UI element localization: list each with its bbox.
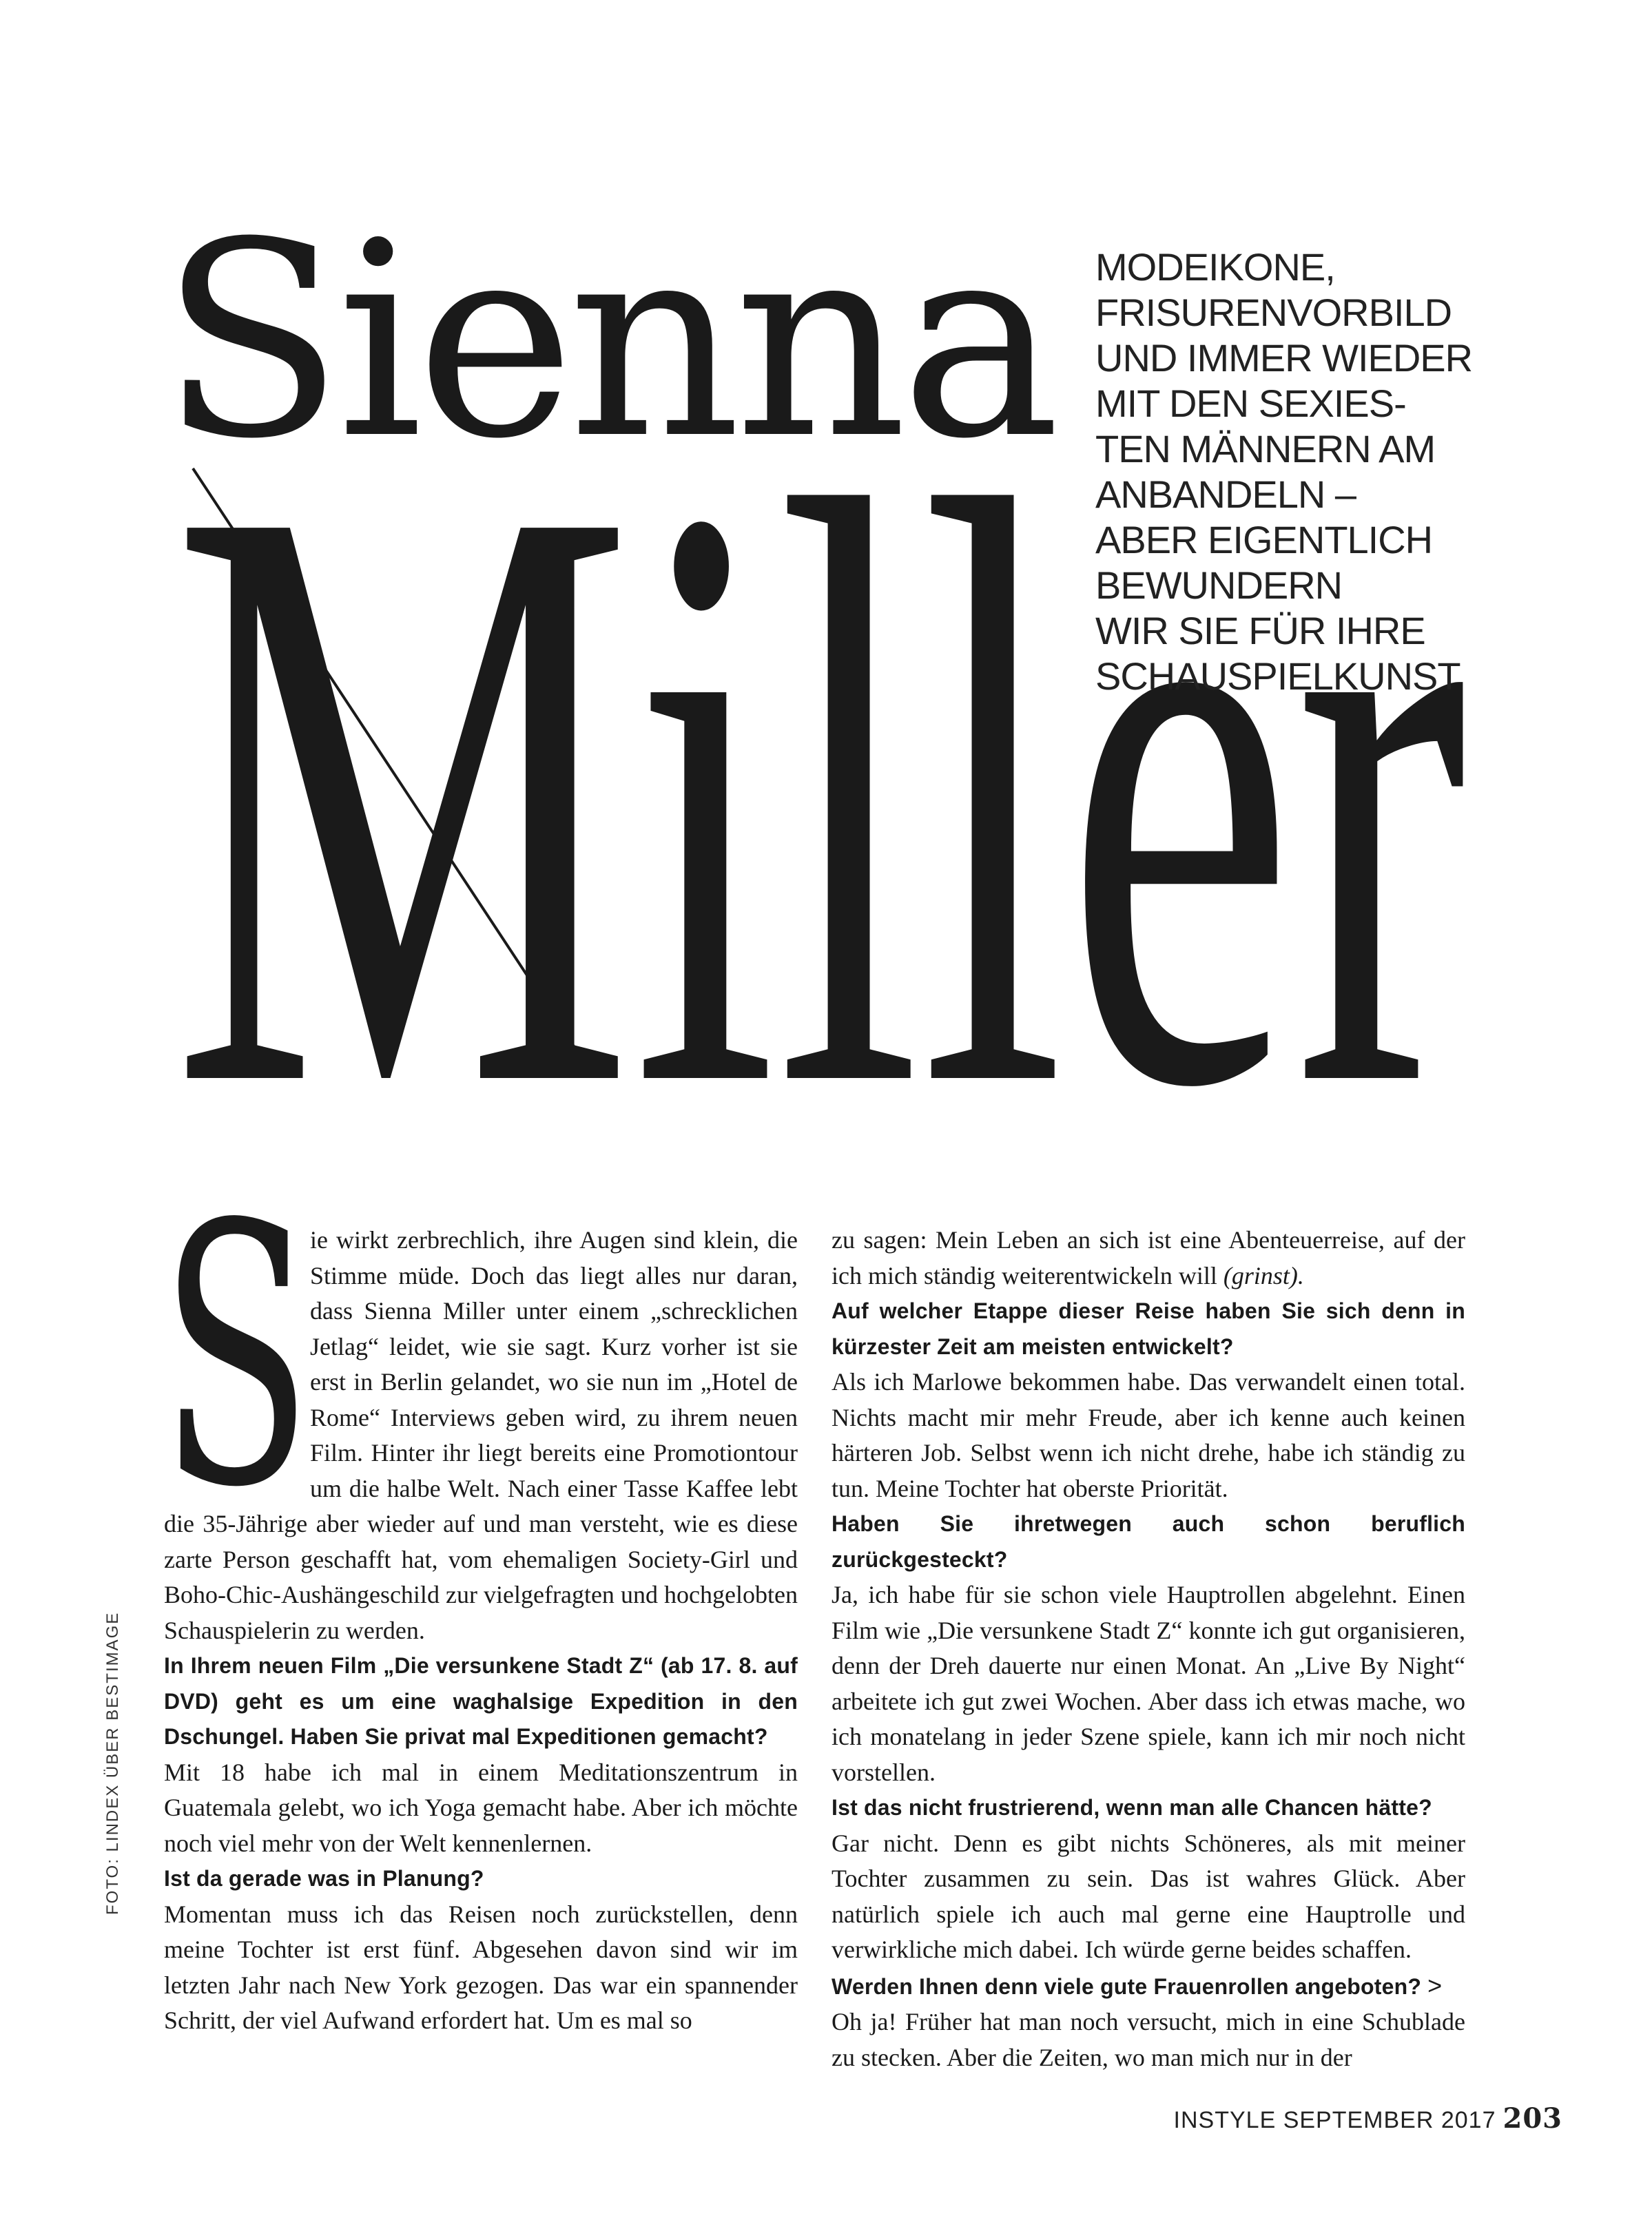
headline-first-name: Sienna	[160, 185, 1054, 497]
intro-paragraph: ie wirkt zerbrechlich, ihre Augen sind klein, die Stimme müde. Doch das liegt alles nur daran, dass Sienna Miller unter einem „schrecklichen Jetlag“ leidet, wie sie sagt. Kurz vorher ist sie erst in Berlin gelandet, wo sie nun im „Hotel de Rome“ Interviews geben wird, zu ihrem neuen Film. Hinter ihr liegt bereits eine Promotiontour um die halbe Welt. Nach einer Tasse Kaffee lebt die 35-Jährige aber wieder auf und man versteht, wie es diese zarte Person geschafft hat, vom ehemaligen Society-Girl und Boho-Chic-Aushängeschild zur vielgefragten und hochgelobten Schauspielerin zu werden.	[164, 1226, 798, 1644]
answer: Gar nicht. Denn es gibt nichts Schöneres, als mit meiner Tochter zusammen zu sein. Das ist wahres Glück. Aber natürlich spiele ich auch mal gerne eine Hauptrolle und verwirkliche mich dabei. Ich würde gerne beides schaffen.	[832, 1829, 1465, 1963]
page-footer	[1174, 2102, 1562, 2135]
deck-line: WIR SIE FÜR IHRE	[1095, 609, 1425, 652]
deck-line: FRISURENVORBILD	[1095, 291, 1452, 334]
question: In Ihrem neuen Film „Die versunkene Stadt Z“ (ab 17. 8. auf DVD) geht es um eine waghalsige Expedition in den Dschungel. Haben Sie privat mal Expeditionen gemacht?	[164, 1653, 798, 1749]
question: Werden Ihnen denn viele gute Frauenrollen angeboten?	[832, 1973, 1422, 1999]
headline-last-name-text: Miller	[172, 329, 1467, 1260]
footer-issue: INSTYLE SEPTEMBER 2017	[1173, 2107, 1496, 2133]
answer: Mit 18 habe ich mal in einem Meditationszentrum in Guatemala gelebt, wo ich Yoga gemacht habe. Aber ich möchte noch viel mehr von der Welt kennenlernen.	[164, 1758, 798, 1857]
question: Ist das nicht frustrierend, wenn man alle Chancen hätte?	[832, 1795, 1432, 1820]
answer: Oh ja! Früher hat man noch versucht, mich in eine Schublade zu stecken. Aber die Zeiten, wo man mich nur in der	[832, 2008, 1465, 2071]
deck-line: MODEIKONE,	[1095, 245, 1335, 289]
deck-line: SCHAUSPIELKUNST	[1095, 654, 1460, 698]
question: Auf welcher Etappe dieser Reise haben Sie sich denn in kürzester Zeit am meisten entwickelt?	[832, 1298, 1465, 1359]
question: Haben Sie ihretwegen auch schon beruflich zurückgesteckt?	[832, 1511, 1465, 1572]
answer-continued	[832, 1223, 1465, 1294]
deck-line: ABER EIGENTLICH	[1095, 518, 1433, 561]
deck-line: ANBANDELN –	[1095, 473, 1356, 516]
deck-line: BEWUNDERN	[1095, 563, 1343, 607]
question-with-continue	[832, 1968, 1465, 2005]
photo-credit: FOTO: LINDEX ÜBER BESTIMAGE	[103, 1611, 122, 1915]
deck-line: UND IMMER WIEDER	[1095, 336, 1473, 380]
answer: Ja, ich habe für sie schon viele Hauptrollen abgelehnt. Einen Film wie „Die versunkene Stadt Z“ konnte ich gut organisieren, denn der Dreh dauerte nur einen Monat. An „Live By Night“ arbeitete ich gut zwei Wochen. Aber dass ich etwas mache, wo ich monatelang in jeder Szene spiele, kann ich mir noch nicht vorstellen.	[832, 1581, 1465, 1786]
answer-text: zu sagen: Mein Leben an sich ist eine Abenteuerreise, auf der ich mich ständig weiterentwickeln will	[832, 1226, 1465, 1289]
deck-line: TEN MÄNNERN AM	[1095, 427, 1436, 470]
continue-arrow-icon: >	[1427, 1971, 1443, 2000]
drop-cap: S	[160, 1148, 312, 1566]
answer: Als ich Marlowe bekommen habe. Das verwandelt einen total. Nichts macht mir mehr Freude, aber ich kenne auch keinen härteren Job. Selbst wenn ich nicht drehe, habe ich ständig zu tun. Meine Tochter hat oberste Priorität.	[832, 1368, 1465, 1502]
deck-line: MIT DEN SEXIES-	[1095, 382, 1406, 425]
deck-teaser	[1095, 245, 1536, 699]
question: Ist da gerade was in Planung?	[164, 1866, 484, 1891]
answer: Momentan muss ich das Reisen noch zurückstellen, denn meine Tochter ist erst fünf. Abgesehen davon sind wir im letzten Jahr nach New York gezogen. Das war ein spannender Schritt, der viel Aufwand erfordert hat. Um es mal so	[164, 1900, 798, 2034]
article-column-right	[832, 1223, 1465, 2075]
article-column-left	[160, 1148, 798, 2039]
page-number: 203	[1503, 2102, 1562, 2135]
stage-direction: (grinst).	[1223, 1261, 1304, 1289]
